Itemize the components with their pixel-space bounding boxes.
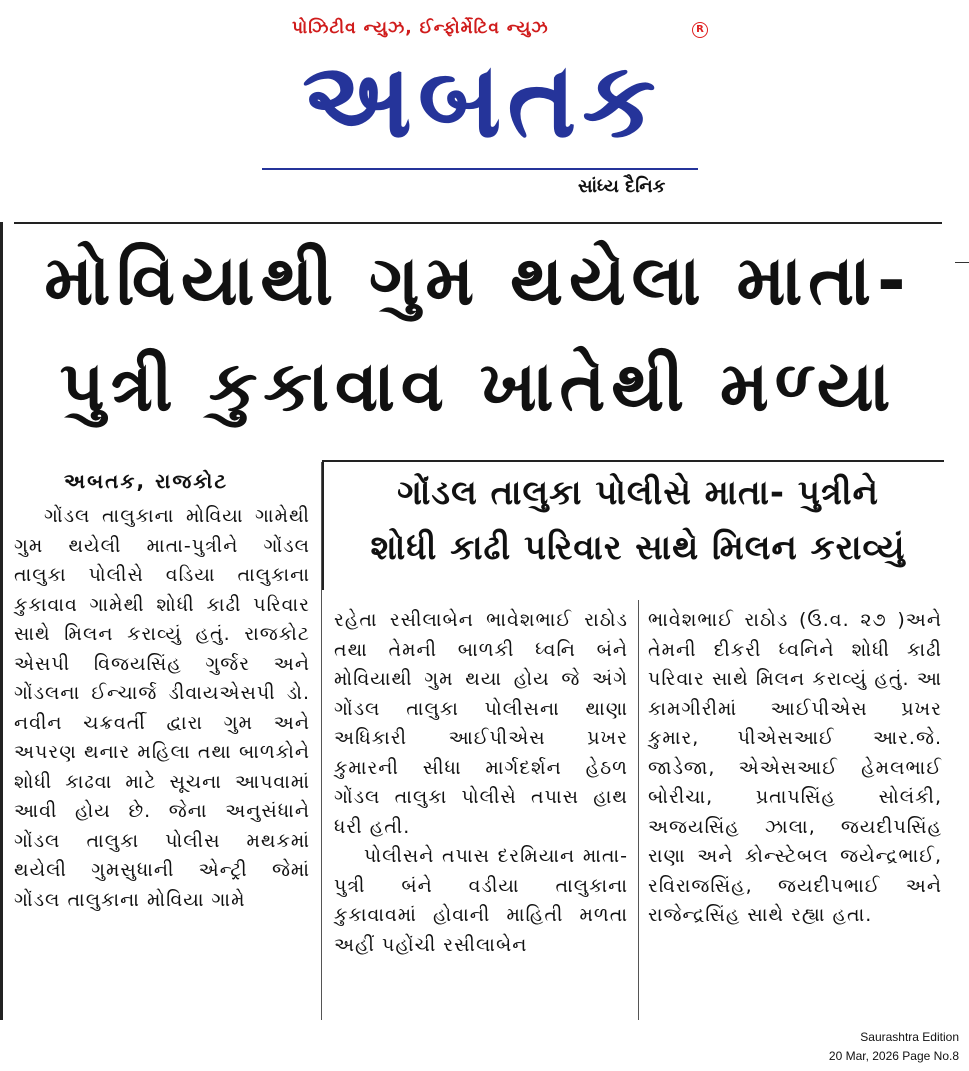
masthead-rule (262, 168, 698, 170)
article-left-border (0, 222, 3, 1020)
headline-line-1: મોવિયાથી ગુમ થયેલા માતા- (44, 241, 912, 321)
subhead-line-1: ગોંડલ તાલુકા પોલીસે માતા- પુત્રીને (397, 473, 879, 513)
registered-trademark-icon: R (692, 22, 708, 38)
subhead-line-2: શોધી કાઢી પરિવાર સાથે મિલન કરાવ્યું (370, 528, 906, 568)
article-top-rule (14, 222, 942, 224)
article-column-2 (334, 606, 628, 960)
footer-date-page: 20 Mar, 2026 Page No.8 (828, 1049, 959, 1063)
footer-edition: Saurashtra Edition (860, 1030, 959, 1044)
newspaper-logo: અબતક (302, 39, 662, 161)
column-2-paragraph-2: પોલીસને તપાસ દરમિયાન માતા-પુત્રી બંને વડીયા તાલુકાના કુકાવાવમાં હોવાની માહિતી મળતા અહીં પહોંચી રસીલાબેન (334, 845, 628, 956)
masthead-subtitle: સાંધ્ય દૈનિક (578, 176, 666, 197)
column-divider (321, 462, 322, 1020)
crop-mark (955, 262, 969, 263)
article-byline: અબતક, રાજકોટ (64, 469, 229, 493)
masthead-tagline: પોઝિટીવ ન્યુઝ, ઈન્ફોર્મેટિવ ન્યુઝ (292, 18, 549, 38)
article-column-3 (648, 606, 942, 931)
column-2-paragraph-1: રહેતા રસીલાબેન ભાવેશભાઈ રાઠોડ તથા તેમની બાળકી ધ્વનિ બંને મોવિયાથી ગુમ થયા હોય જે અંગે ગોંડલ તાલુકા પોલીસના થાણા અધિકારી આઈપીએસ પ્રખર કુમારની સીધા માર્ગદર્શન હેઠળ ગોંડલ તાલુકા પોલીસે તપાસ હાથ ધરી હતી. (334, 609, 628, 838)
column-1-paragraph: ગોંડલ તાલુકાના મોવિયા ગામેથી ગુમ થયેલી માતા-પુત્રીને ગોંડલ તાલુકા પોલીસે વડિયા તાલુકાના કુકાવાવ ગામેથી શોધી કાઢી પરિવાર સાથે મિલન કરાવ્યું હતું. રાજકોટ એસપી વિજયસિંહ ગુર્જર અને ગોંડલના ઈન્ચાર્જ ડીવાયએસપી ડો. નવીન ચક્રવર્તી દ્વારા ગુમ અને અપરણ થનાર મહિલા તથા બાળકોને શોધી કાઢવા માટે સૂચના આપવામાં આવી હોય છે. જેના અનુસંધાને ગોંડલ તાલુકા પોલીસ મથકમાં થયેલી ગુમસુધાની એન્ટ્રી જેમાં ગોંડલ તાલુકાના મોવિયા ગામે (14, 505, 310, 911)
masthead (0, 0, 969, 215)
article-headline (14, 228, 942, 440)
column-3-paragraph: ભાવેશભાઈ રાઠોડ (ઉ.વ. ૨૭ )અને તેમની દીકરી ધ્વનિને શોધી કાઢી પરિવાર સાથે મિલન કરાવ્યું હતું. આ કામગીરીમાં આઈપીએસ પ્રખર કુમાર, પીએસઆઈ આર.જે. જાડેજા, એએસઆઈ હેમલભાઈ બોરીચા, પ્રતાપસિંહ સોલંકી, અજયસિંહ ઝાલા, જયદીપસિંહ રાણા અને કોન્સ્ટેબલ જયેન્દ્રભાઈ, રવિરાજસિંહ, જયદીપભાઈ અને રાજેન્દ્રસિંહ સાથે રહ્યા હતા. (648, 609, 942, 926)
article-column-1 (14, 502, 310, 915)
article-subhead (334, 466, 942, 576)
headline-line-2: પુત્રી કુકાવાવ ખાતેથી મળ્યા (59, 347, 897, 427)
column-divider (638, 600, 639, 1020)
